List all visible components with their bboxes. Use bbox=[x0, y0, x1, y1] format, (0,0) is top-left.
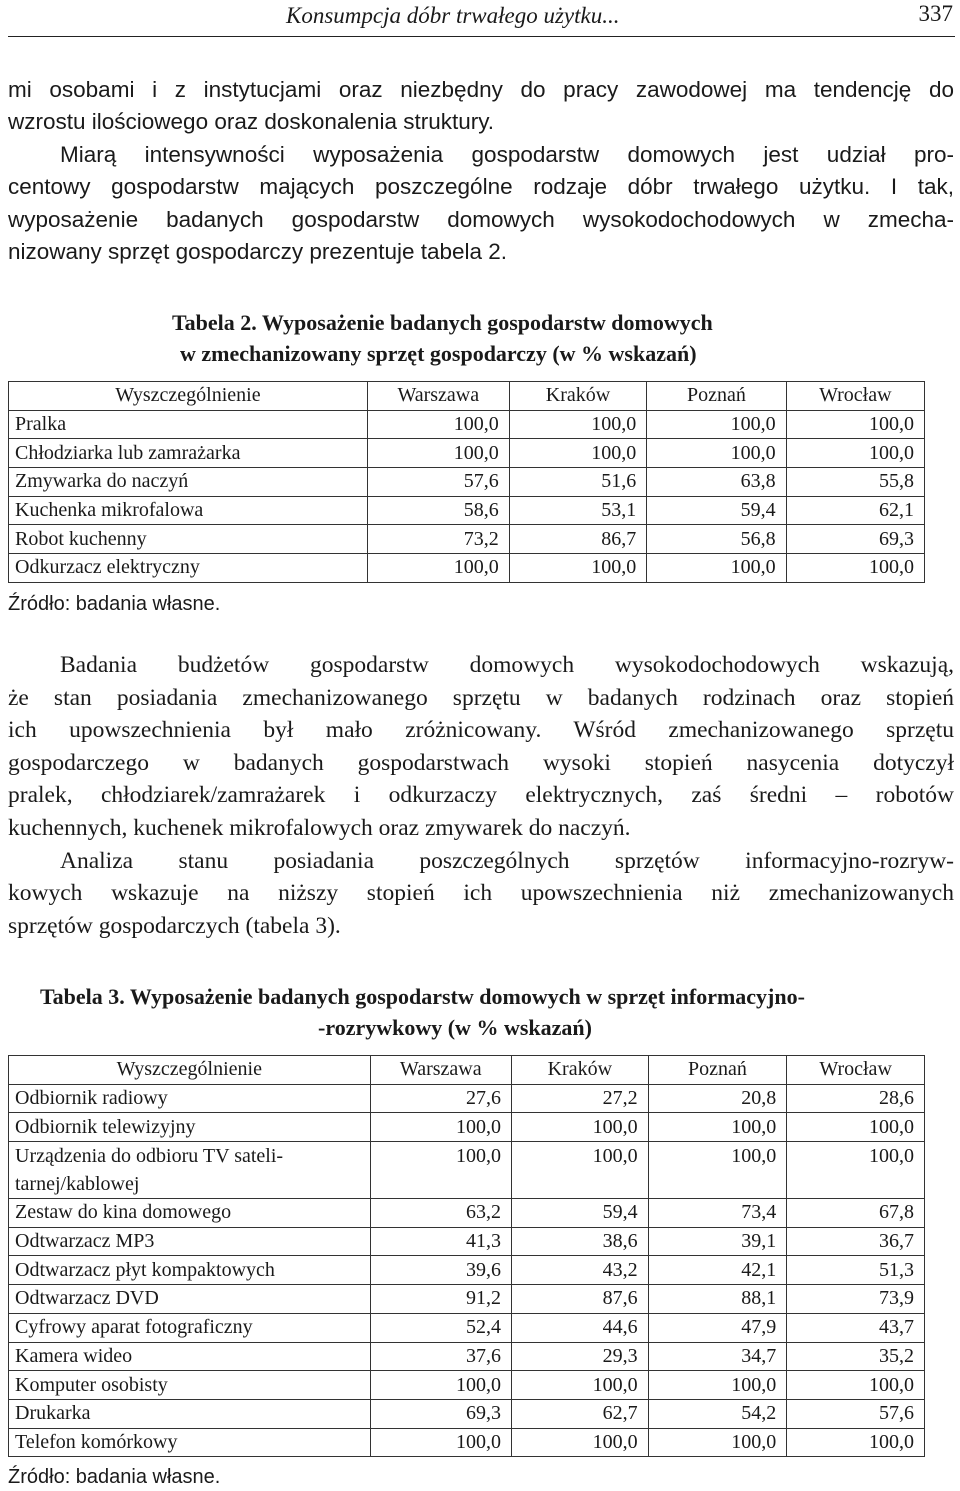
column-header: Poznań bbox=[647, 382, 786, 411]
caption-line: w zmechanizowany sprzęt gospodarczy (w % wskazań) bbox=[180, 341, 697, 366]
table2 bbox=[8, 381, 925, 583]
table-row bbox=[9, 410, 925, 439]
table-row bbox=[9, 468, 925, 497]
table3-caption bbox=[0, 981, 960, 1043]
row-label: Odtwarzacz płyt kompaktowych bbox=[9, 1256, 371, 1285]
cell-value: 27,6 bbox=[370, 1084, 511, 1113]
table3-source: Źródło: badania własne. bbox=[8, 1466, 221, 1488]
page-number: 337 bbox=[918, 1, 953, 26]
cell-value: 100,0 bbox=[511, 1113, 648, 1142]
row-label: Zmywarka do naczyń bbox=[9, 468, 368, 497]
cell-value: 100,0 bbox=[370, 1113, 511, 1142]
row-label: Drukarka bbox=[9, 1399, 371, 1428]
cell-value: 100,0 bbox=[648, 1142, 787, 1199]
column-header: Wrocław bbox=[786, 382, 924, 411]
cell-value: 58,6 bbox=[367, 496, 509, 525]
cell-value: 100,0 bbox=[511, 1142, 648, 1199]
table-row bbox=[9, 496, 925, 525]
column-header: Warszawa bbox=[367, 382, 509, 411]
running-title: Konsumpcja dóbr trwałego użytku... bbox=[286, 3, 620, 28]
row-label: Odtwarzacz MP3 bbox=[9, 1227, 371, 1256]
cell-value: 100,0 bbox=[648, 1113, 787, 1142]
row-label: Odtwarzacz DVD bbox=[9, 1285, 371, 1314]
cell-value: 100,0 bbox=[370, 1371, 511, 1400]
table-row bbox=[9, 1256, 925, 1285]
cell-value: 86,7 bbox=[509, 525, 646, 554]
cell-value: 63,8 bbox=[647, 468, 786, 497]
row-label: Cyfrowy aparat fotograficzny bbox=[9, 1313, 371, 1342]
cell-value: 100,0 bbox=[648, 1428, 787, 1457]
row-label: Odbiornik radiowy bbox=[9, 1084, 371, 1113]
caption-line: -rozrywkowy (w % wskazań) bbox=[318, 1015, 592, 1040]
cell-value: 44,6 bbox=[511, 1313, 648, 1342]
row-label: Robot kuchenny bbox=[9, 525, 368, 554]
column-header: Poznań bbox=[648, 1056, 787, 1085]
table-row bbox=[9, 525, 925, 554]
cell-value: 100,0 bbox=[509, 410, 646, 439]
cell-value: 100,0 bbox=[647, 439, 786, 468]
cell-value: 51,6 bbox=[509, 468, 646, 497]
column-header: Warszawa bbox=[370, 1056, 511, 1085]
table-header-row bbox=[9, 382, 925, 411]
row-label: Kuchenka mikrofalowa bbox=[9, 496, 368, 525]
cell-value: 39,1 bbox=[648, 1227, 787, 1256]
table-row bbox=[9, 1142, 925, 1199]
cell-value: 28,6 bbox=[787, 1084, 925, 1113]
cell-value: 29,3 bbox=[511, 1342, 648, 1371]
column-header: Wyszczególnienie bbox=[9, 382, 368, 411]
text-line: Miarą intensywności wyposażenia gospodarstw domowych jest udział pro- bbox=[60, 141, 954, 167]
column-header: Wyszczególnienie bbox=[9, 1056, 371, 1085]
cell-value: 100,0 bbox=[787, 1428, 925, 1457]
cell-value: 36,7 bbox=[787, 1227, 925, 1256]
column-header: Kraków bbox=[511, 1056, 648, 1085]
cell-value: 87,6 bbox=[511, 1285, 648, 1314]
text-line: wyposażenie badanych gospodarstw domowych wysokodochodowych w zmecha- bbox=[8, 206, 954, 232]
cell-value: 73,4 bbox=[648, 1199, 787, 1228]
cell-value: 91,2 bbox=[370, 1285, 511, 1314]
cell-value: 100,0 bbox=[787, 1371, 925, 1400]
cell-value: 73,9 bbox=[787, 1285, 925, 1314]
text-line: Badania budżetów gospodarstw domowych wysokodochodowych wskazują, bbox=[60, 652, 954, 678]
cell-value: 54,2 bbox=[648, 1399, 787, 1428]
cell-value: 100,0 bbox=[786, 410, 924, 439]
text-line: mi osobami i z instytucjami oraz niezbędny do pracy zawodowej ma tendencję do bbox=[8, 77, 954, 102]
cell-value: 100,0 bbox=[787, 1142, 925, 1199]
text-line: gospodarczego w badanych gospodarstwach wysoki stopień nasycenia dotyczył bbox=[8, 749, 954, 776]
cell-value: 55,8 bbox=[786, 468, 924, 497]
table-row bbox=[9, 1227, 925, 1256]
cell-value: 100,0 bbox=[647, 554, 786, 583]
cell-value: 20,8 bbox=[648, 1084, 787, 1113]
cell-value: 100,0 bbox=[786, 554, 924, 583]
text-line: Analiza stanu posiadania poszczególnych sprzętów informacyjno-rozryw- bbox=[60, 847, 954, 874]
cell-value: 39,6 bbox=[370, 1256, 511, 1285]
table-row bbox=[9, 1313, 925, 1342]
text-line: kuchennych, kuchenek mikrofalowych oraz zmywarek do naczyń. bbox=[8, 814, 631, 841]
row-label: Chłodziarka lub zamrażarka bbox=[9, 439, 368, 468]
cell-value: 69,3 bbox=[786, 525, 924, 554]
cell-value: 62,7 bbox=[511, 1399, 648, 1428]
text-line: wzrostu ilościowego oraz doskonalenia struktury. bbox=[8, 109, 495, 135]
row-label: Odkurzacz elektryczny bbox=[9, 554, 368, 583]
caption-line: Tabela 3. Wyposażenie badanych gospodarstw domowych w sprzęt informacyjno- bbox=[40, 984, 805, 1009]
text-line: kowych wskazuje na niższy stopień ich upowszechnienia niż zmechanizowanych bbox=[8, 880, 954, 907]
table3 bbox=[8, 1055, 925, 1457]
cell-value: 100,0 bbox=[511, 1428, 648, 1457]
cell-value: 35,2 bbox=[787, 1342, 925, 1371]
column-header: Kraków bbox=[509, 382, 646, 411]
cell-value: 62,1 bbox=[786, 496, 924, 525]
row-label: Kamera wideo bbox=[9, 1342, 371, 1371]
row-label: Odbiornik telewizyjny bbox=[9, 1113, 371, 1142]
cell-value: 53,1 bbox=[509, 496, 646, 525]
cell-value: 43,2 bbox=[511, 1256, 648, 1285]
table-header-row bbox=[9, 1056, 925, 1085]
table-row bbox=[9, 554, 925, 583]
cell-value: 100,0 bbox=[509, 439, 646, 468]
cell-value: 37,6 bbox=[370, 1342, 511, 1371]
cell-value: 100,0 bbox=[370, 1428, 511, 1457]
cell-value: 67,8 bbox=[787, 1199, 925, 1228]
cell-value: 47,9 bbox=[648, 1313, 787, 1342]
text-line: centowy gospodarstw mających poszczególne rodzaje dóbr trwałego użytku. I tak, bbox=[8, 174, 954, 200]
cell-value: 43,7 bbox=[787, 1313, 925, 1342]
cell-value: 38,6 bbox=[511, 1227, 648, 1256]
row-label: Urządzenia do odbioru TV sateli-tarnej/kablowej bbox=[9, 1142, 371, 1199]
cell-value: 57,6 bbox=[787, 1399, 925, 1428]
cell-value: 100,0 bbox=[370, 1142, 511, 1199]
cell-value: 100,0 bbox=[509, 554, 646, 583]
row-label: Zestaw do kina domowego bbox=[9, 1199, 371, 1228]
table2-source: Źródło: badania własne. bbox=[8, 593, 221, 615]
table-row bbox=[9, 1399, 925, 1428]
cell-value: 34,7 bbox=[648, 1342, 787, 1371]
text-line: nizowany sprzęt gospodarczy prezentuje tabela 2. bbox=[8, 239, 508, 265]
cell-value: 51,3 bbox=[787, 1256, 925, 1285]
table2-caption bbox=[0, 307, 960, 369]
text-line: sprzętów gospodarczych (tabela 3). bbox=[8, 912, 341, 939]
text-line: że stan posiadania zmechanizowanego sprzętu w badanych rodzinach oraz stopień bbox=[8, 684, 954, 711]
cell-value: 100,0 bbox=[367, 439, 509, 468]
cell-value: 100,0 bbox=[511, 1371, 648, 1400]
cell-value: 100,0 bbox=[647, 410, 786, 439]
table-row bbox=[9, 1113, 925, 1142]
cell-value: 100,0 bbox=[786, 439, 924, 468]
cell-value: 57,6 bbox=[367, 468, 509, 497]
table-row bbox=[9, 1428, 925, 1457]
table-row bbox=[9, 1342, 925, 1371]
caption-line: Tabela 2. Wyposażenie badanych gospodarstw domowych bbox=[172, 310, 713, 335]
cell-value: 59,4 bbox=[511, 1199, 648, 1228]
text-line: ich upowszechnienia był mało zróżnicowany. Wśród zmechanizowanego sprzętu bbox=[8, 717, 954, 744]
cell-value: 100,0 bbox=[648, 1371, 787, 1400]
cell-value: 100,0 bbox=[367, 554, 509, 583]
cell-value: 59,4 bbox=[647, 496, 786, 525]
table-row bbox=[9, 1285, 925, 1314]
cell-value: 73,2 bbox=[367, 525, 509, 554]
page-header bbox=[8, 0, 955, 37]
row-label: Komputer osobisty bbox=[9, 1371, 371, 1400]
cell-value: 100,0 bbox=[367, 410, 509, 439]
table-row bbox=[9, 1371, 925, 1400]
cell-value: 69,3 bbox=[370, 1399, 511, 1428]
intro-paragraph bbox=[8, 74, 954, 268]
cell-value: 63,2 bbox=[370, 1199, 511, 1228]
table-row bbox=[9, 1084, 925, 1113]
cell-value: 42,1 bbox=[648, 1256, 787, 1285]
cell-value: 88,1 bbox=[648, 1285, 787, 1314]
table-row bbox=[9, 439, 925, 468]
text-line: pralek, chłodziarek/zamrażarek i odkurzaczy elektrycznych, zaś średni – robotów bbox=[8, 782, 954, 809]
cell-value: 41,3 bbox=[370, 1227, 511, 1256]
column-header: Wrocław bbox=[787, 1056, 925, 1085]
body-paragraph bbox=[8, 649, 954, 942]
cell-value: 27,2 bbox=[511, 1084, 648, 1113]
table-row bbox=[9, 1199, 925, 1228]
row-label: Telefon komórkowy bbox=[9, 1428, 371, 1457]
cell-value: 56,8 bbox=[647, 525, 786, 554]
cell-value: 100,0 bbox=[787, 1113, 925, 1142]
row-label: Pralka bbox=[9, 410, 368, 439]
cell-value: 52,4 bbox=[370, 1313, 511, 1342]
